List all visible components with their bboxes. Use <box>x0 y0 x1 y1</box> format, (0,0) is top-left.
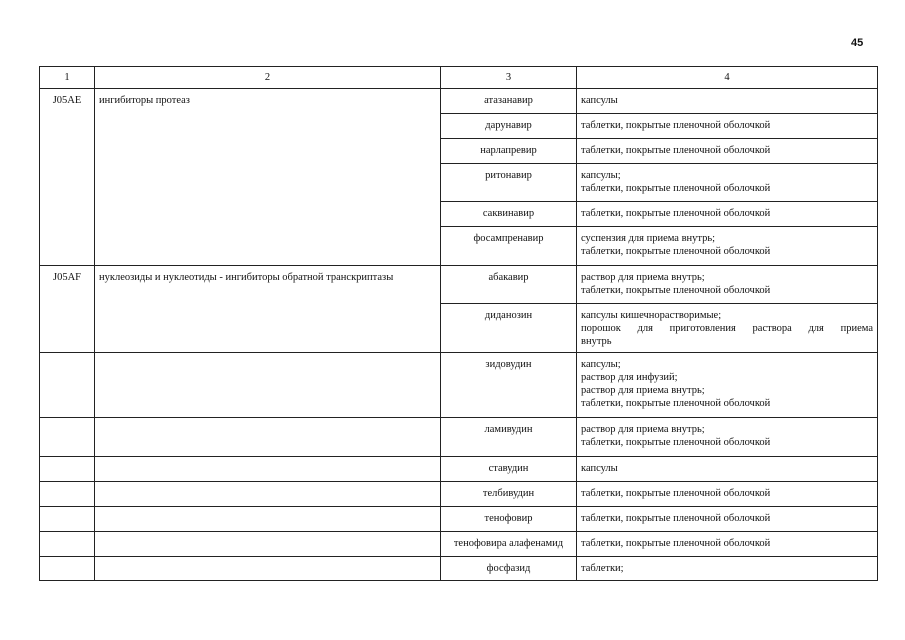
dosage-forms <box>577 139 878 164</box>
dosage-form-line: капсулы <box>581 463 618 474</box>
dosage-form-line: таблетки, покрытые пленочной оболочкой <box>581 488 771 499</box>
dosage-form-line: таблетки, покрытые пленочной оболочкой <box>581 285 771 296</box>
dosage-form-line: раствор для приема внутрь; <box>581 272 705 283</box>
dosage-form-line: таблетки; <box>581 563 624 574</box>
table-row <box>40 532 878 557</box>
drug-name: абакавир <box>441 266 577 304</box>
dosage-form-line: таблетки, покрытые пленочной оболочкой <box>581 145 771 156</box>
drug-table <box>39 66 878 581</box>
drug-name: фосфазид <box>441 557 577 581</box>
empty-group-cell <box>95 532 441 557</box>
drug-name: зидовудин <box>441 353 577 418</box>
empty-code-cell <box>40 507 95 532</box>
header-col-3: 3 <box>441 67 577 89</box>
dosage-form-line: капсулы; <box>581 170 621 181</box>
dosage-form-line: раствор для приема внутрь; <box>581 385 705 396</box>
dosage-form-line: капсулы <box>581 95 618 106</box>
drug-name: фосампренавир <box>441 227 577 266</box>
drug-name: ламивудин <box>441 418 577 457</box>
dosage-form-line: таблетки, покрытые пленочной оболочкой <box>581 398 771 409</box>
dosage-form-line: таблетки, покрытые пленочной оболочкой <box>581 208 771 219</box>
dosage-forms <box>577 114 878 139</box>
dosage-forms <box>577 164 878 202</box>
table-row <box>40 482 878 507</box>
table-row <box>40 89 878 114</box>
dosage-form-line: порошок для приготовления раствора для приема <box>581 323 873 334</box>
empty-group-cell <box>95 507 441 532</box>
empty-code-cell <box>40 532 95 557</box>
drug-name: ставудин <box>441 457 577 482</box>
empty-group-cell <box>95 457 441 482</box>
empty-group-cell <box>95 557 441 581</box>
empty-code-cell <box>40 457 95 482</box>
dosage-form-line: раствор для приема внутрь; <box>581 424 705 435</box>
table-row <box>40 557 878 581</box>
drug-name: нарлапревир <box>441 139 577 164</box>
header-col-1: 1 <box>40 67 95 89</box>
drug-name: диданозин <box>441 304 577 353</box>
drug-name: тенофовира алафенамид <box>441 532 577 557</box>
table-row <box>40 266 878 304</box>
drug-name: тенофовир <box>441 507 577 532</box>
dosage-forms <box>577 557 878 581</box>
dosage-forms <box>577 202 878 227</box>
header-row <box>40 67 878 89</box>
dosage-form-line: внутрь <box>581 336 612 347</box>
empty-group-cell <box>95 418 441 457</box>
drug-name: атазанавир <box>441 89 577 114</box>
table-row <box>40 507 878 532</box>
header-col-4: 4 <box>577 67 878 89</box>
atc-code: J05AF <box>40 266 95 353</box>
table-row <box>40 418 878 457</box>
dosage-form-line: раствор для инфузий; <box>581 372 678 383</box>
dosage-forms <box>577 457 878 482</box>
dosage-form-line: суспензия для приема внутрь; <box>581 233 716 244</box>
drug-name: саквинавир <box>441 202 577 227</box>
drug-name: дарунавир <box>441 114 577 139</box>
empty-group-cell <box>95 482 441 507</box>
dosage-form-line: таблетки, покрытые пленочной оболочкой <box>581 183 771 194</box>
empty-code-cell <box>40 353 95 418</box>
table-row <box>40 353 878 418</box>
drug-name: телбивудин <box>441 482 577 507</box>
group-name: нуклеозиды и нуклеотиды - ингибиторы обратной транскриптазы <box>95 266 441 353</box>
empty-code-cell <box>40 557 95 581</box>
table-row <box>40 457 878 482</box>
dosage-forms <box>577 418 878 457</box>
dosage-form-line: таблетки, покрытые пленочной оболочкой <box>581 513 771 524</box>
header-col-2: 2 <box>95 67 441 89</box>
dosage-forms <box>577 266 878 304</box>
dosage-form-line: капсулы; <box>581 359 621 370</box>
dosage-form-line: таблетки, покрытые пленочной оболочкой <box>581 120 771 131</box>
dosage-forms <box>577 353 878 418</box>
dosage-forms <box>577 89 878 114</box>
dosage-form-line: таблетки, покрытые пленочной оболочкой <box>581 246 771 257</box>
empty-group-cell <box>95 353 441 418</box>
page-number: 45 <box>851 37 864 49</box>
dosage-form-line: таблетки, покрытые пленочной оболочкой <box>581 538 771 549</box>
empty-code-cell <box>40 418 95 457</box>
group-name: ингибиторы протеаз <box>95 89 441 266</box>
dosage-form-line: таблетки, покрытые пленочной оболочкой <box>581 437 771 448</box>
dosage-forms <box>577 482 878 507</box>
dosage-form-line: капсулы кишечнорастворимые; <box>581 310 722 321</box>
dosage-forms <box>577 304 878 353</box>
dosage-forms <box>577 227 878 266</box>
drug-name: ритонавир <box>441 164 577 202</box>
dosage-forms <box>577 507 878 532</box>
atc-code: J05AE <box>40 89 95 266</box>
dosage-forms <box>577 532 878 557</box>
empty-code-cell <box>40 482 95 507</box>
